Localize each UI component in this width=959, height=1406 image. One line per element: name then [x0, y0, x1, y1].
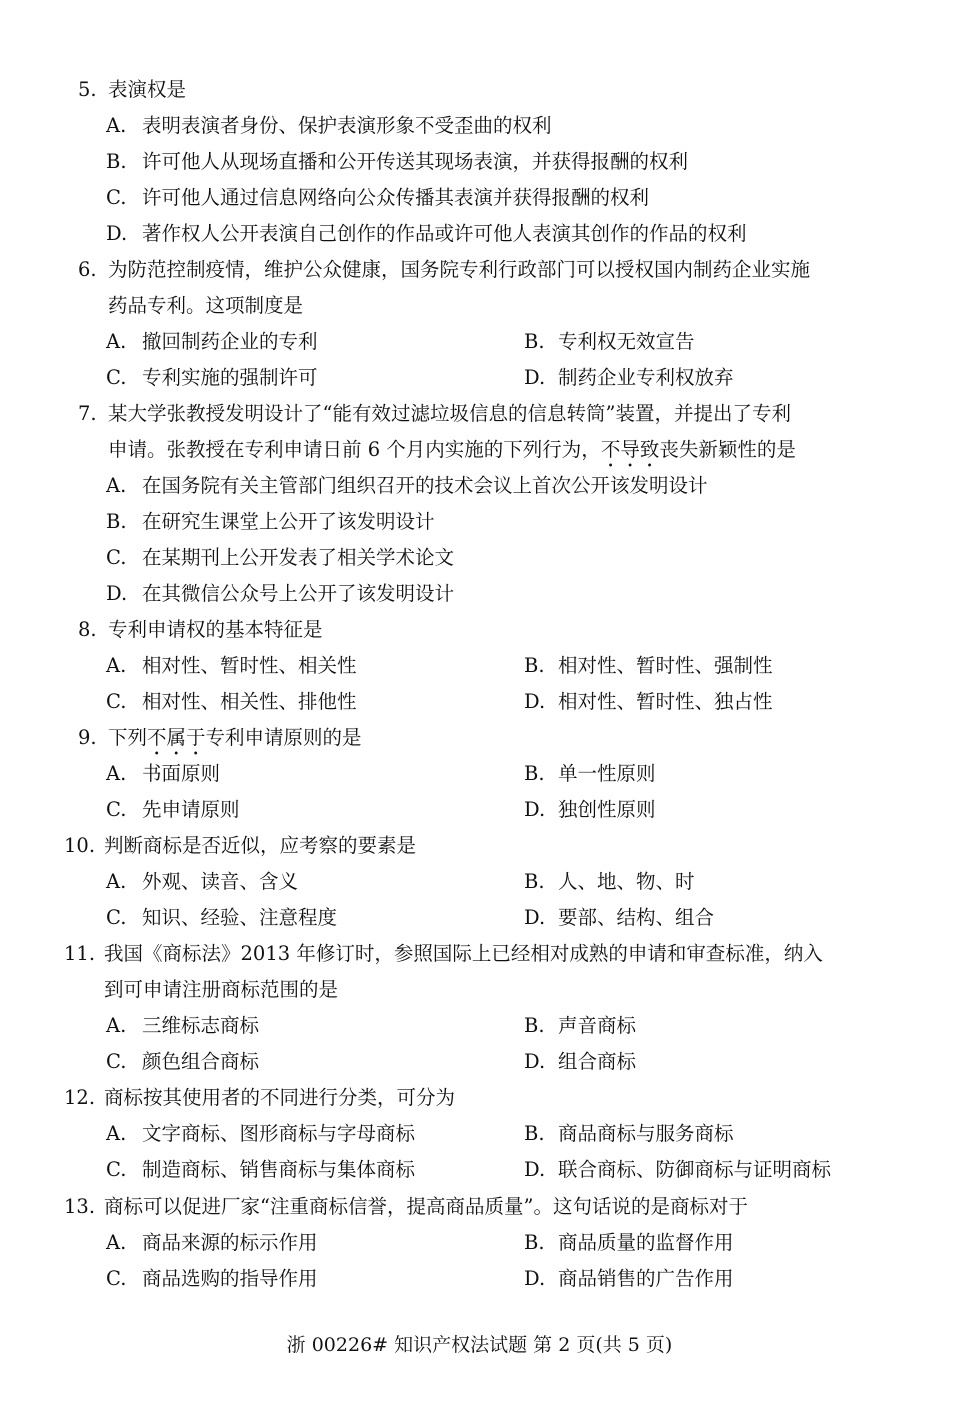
- option-text: 商品来源的标示作用: [142, 1231, 318, 1254]
- question-stem: 判断商标是否近似，应考察的要素是: [104, 834, 417, 857]
- option-letter: A.: [106, 1231, 127, 1254]
- option-letter: C.: [106, 1267, 127, 1290]
- option-letter: C.: [106, 906, 127, 929]
- option-text: 先申请原则: [142, 798, 240, 821]
- page-footer: 浙 00226# 知识产权法试题 第 2 页(共 5 页): [286, 1334, 673, 1356]
- option-text: 知识、经验、注意程度: [142, 906, 338, 929]
- option-text: 制造商标、销售商标与集体商标: [142, 1158, 416, 1181]
- option-text: 文字商标、图形商标与字母商标: [142, 1122, 416, 1145]
- option-letter: D.: [524, 366, 546, 389]
- option-letter: B.: [524, 1014, 545, 1037]
- option-letter: D.: [524, 1050, 546, 1073]
- option-text: 要部、结构、组合: [558, 906, 715, 929]
- option-text: 撤回制药企业的专利: [142, 330, 318, 353]
- option-text: 外观、读音、含义: [142, 870, 299, 893]
- question-number: 8.: [78, 618, 97, 641]
- option-text: 商品质量的监督作用: [558, 1231, 734, 1254]
- question-number: 7.: [78, 402, 97, 425]
- question-number: 5.: [78, 78, 97, 101]
- option-letter: A.: [106, 474, 127, 497]
- option-letter: D.: [524, 1158, 546, 1181]
- option-text: 商品销售的广告作用: [558, 1267, 734, 1290]
- option-letter: C.: [106, 546, 127, 569]
- option-letter: B.: [524, 870, 545, 893]
- question-number: 12.: [64, 1086, 96, 1109]
- option-text: 独创性原则: [558, 798, 656, 821]
- option-letter: B.: [524, 762, 545, 785]
- question-stem: 药品专利。这项制度是: [108, 294, 304, 317]
- question-number: 6.: [78, 258, 97, 281]
- option-letter: B.: [106, 150, 127, 173]
- option-letter: B.: [524, 1231, 545, 1254]
- question-stem: 到可申请注册商标范围的是: [104, 978, 339, 1001]
- stem-text: 丧失新颖性的是: [659, 438, 796, 461]
- emphasized-text: 不导致: [600, 438, 660, 461]
- option-letter: C.: [106, 690, 127, 713]
- question-stem: [108, 724, 362, 760]
- stem-text: 申请。张教授在专利申请日前 6 个月内实施的下列行为，: [108, 438, 601, 461]
- option-letter: D.: [524, 1267, 546, 1290]
- question-number: 9.: [78, 726, 97, 749]
- option-text: 许可他人从现场直播和公开传送其现场表演，并获得报酬的权利: [142, 150, 689, 173]
- question-stem: 商标可以促进厂家“注重商标信誉，提高商品质量”。这句话说的是商标对于: [104, 1195, 748, 1218]
- option-letter: C.: [106, 1158, 127, 1181]
- question-number: 10.: [64, 834, 96, 857]
- option-letter: A.: [106, 1122, 127, 1145]
- option-text: 颜色组合商标: [142, 1050, 260, 1073]
- question-stem: 我国《商标法》2013 年修订时，参照国际上已经相对成熟的申请和审查标准，纳入: [104, 942, 823, 965]
- question-stem: 为防范控制疫情，维护公众健康，国务院专利行政部门可以授权国内制药企业实施: [108, 258, 811, 281]
- option-letter: B.: [524, 1122, 545, 1145]
- option-text: 表明表演者身份、保护表演形象不受歪曲的权利: [142, 114, 552, 137]
- option-text: 在国务院有关主管部门组织召开的技术会议上首次公开该发明设计: [142, 474, 708, 497]
- option-text: 相对性、相关性、排他性: [142, 690, 357, 713]
- option-letter: D.: [524, 798, 546, 821]
- option-text: 人、地、物、时: [558, 870, 695, 893]
- emphasized-text: 不属于: [147, 726, 206, 749]
- option-letter: C.: [106, 366, 127, 389]
- option-letter: C.: [106, 798, 127, 821]
- option-text: 三维标志商标: [142, 1014, 260, 1037]
- option-letter: C.: [106, 1050, 127, 1073]
- option-text: 商品商标与服务商标: [558, 1122, 734, 1145]
- option-text: 在某期刊上公开发表了相关学术论文: [142, 546, 455, 569]
- option-text: 著作权人公开表演自己创作的作品或许可他人表演其创作的作品的权利: [142, 222, 747, 245]
- option-text: 许可他人通过信息网络向公众传播其表演并获得报酬的权利: [142, 186, 650, 209]
- option-text: 商品选购的指导作用: [142, 1267, 318, 1290]
- option-letter: B.: [106, 510, 127, 533]
- option-text: 声音商标: [558, 1014, 637, 1037]
- option-text: 单一性原则: [558, 762, 656, 785]
- option-text: 在其微信公众号上公开了该发明设计: [142, 582, 455, 605]
- question-number: 11.: [64, 942, 96, 965]
- option-letter: D.: [106, 222, 128, 245]
- option-letter: A.: [106, 870, 127, 893]
- option-letter: A.: [106, 114, 127, 137]
- option-letter: A.: [106, 654, 127, 677]
- question-stem: 商标按其使用者的不同进行分类，可分为: [104, 1086, 456, 1109]
- option-text: 组合商标: [558, 1050, 637, 1073]
- option-letter: D.: [106, 582, 128, 605]
- option-text: 相对性、暂时性、相关性: [142, 654, 357, 677]
- question-stem: [108, 436, 796, 472]
- option-text: 相对性、暂时性、强制性: [558, 654, 773, 677]
- question-stem: 某大学张教授发明设计了“能有效过滤垃圾信息的信息转筒”装置，并提出了专利: [108, 402, 791, 425]
- stem-text: 专利申请原则的是: [205, 726, 362, 749]
- option-letter: B.: [524, 330, 545, 353]
- option-text: 在研究生课堂上公开了该发明设计: [142, 510, 435, 533]
- option-text: 相对性、暂时性、独占性: [558, 690, 773, 713]
- option-letter: B.: [524, 654, 545, 677]
- question-stem: 专利申请权的基本特征是: [108, 618, 323, 641]
- option-text: 书面原则: [142, 762, 221, 785]
- option-letter: A.: [106, 330, 127, 353]
- stem-text: 下列: [108, 726, 148, 749]
- option-text: 制药企业专利权放弃: [558, 366, 734, 389]
- option-text: 联合商标、防御商标与证明商标: [558, 1158, 832, 1181]
- option-letter: A.: [106, 1014, 127, 1037]
- option-letter: C.: [106, 186, 127, 209]
- question-number: 13.: [64, 1195, 96, 1218]
- option-letter: D.: [524, 690, 546, 713]
- option-text: 专利实施的强制许可: [142, 366, 318, 389]
- option-letter: D.: [524, 906, 546, 929]
- option-letter: A.: [106, 762, 127, 785]
- question-stem: 表演权是: [108, 78, 187, 101]
- option-text: 专利权无效宣告: [558, 330, 695, 353]
